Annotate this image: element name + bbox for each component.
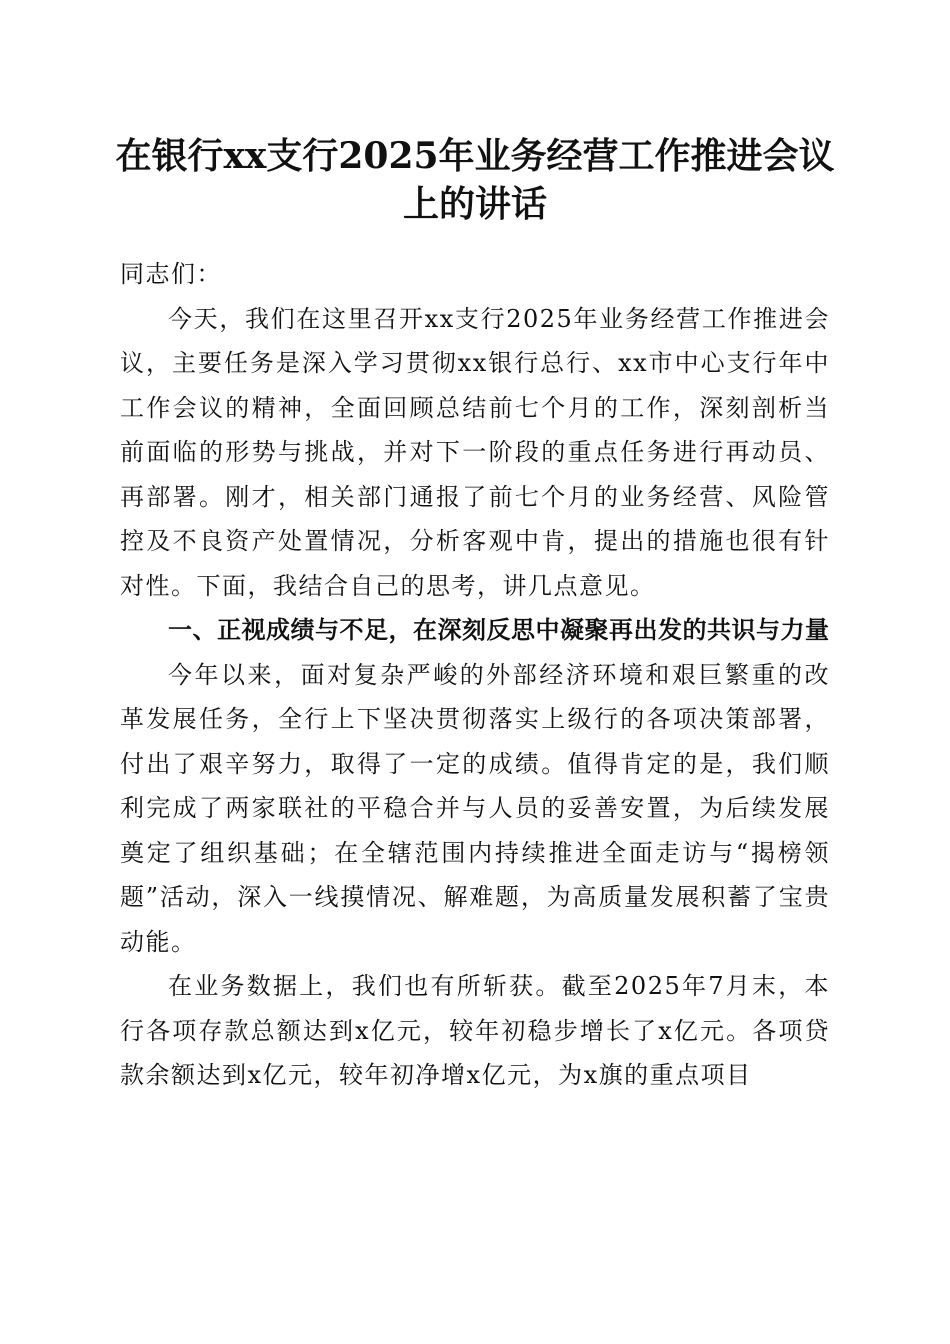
paragraph-intro: 今天，我们在这里召开xx支行2025年业务经营工作推进会议，主要任务是深入学习贯彻xx银行总行、xx市中心支行年中工作会议的精神，全面回顾总结前七个月的工作，深刻剖析当前面临的形势与挑战，并对下一阶段的重点任务进行再动员、再部署。刚才，相关部门通报了前七个月的业务经营、风险管控及不良资产处置情况，分析客观中肯，提出的措施也很有针对性。下面，我结合自己的思考，讲几点意见。 [120,304,830,600]
paragraph-achievements: 今年以来，面对复杂严峻的外部经济环境和艰巨繁重的改革发展任务，全行上下坚决贯彻落实上级行的各项决策部署，付出了艰辛努力，取得了一定的成绩。值得肯定的是，我们顺利完成了两家联社的平稳合并与人员的妥善安置，为后续发展奠定了组织基础；在全辖范围内持续推进全面走访与“揭榜领题”活动，深入一线摸情况、解难题，为高质量发展积蓄了宝贵动能。 [120,660,830,956]
section-heading-1: 一、正视成绩与不足，在深刻反思中凝聚再出发的共识与力量 [168,616,830,644]
salutation: 同志们： [120,260,222,288]
paragraph-business-data: 在业务数据上，我们也有所斩获。截至2025年7月末，本行各项存款总额达到x亿元，较年初稳步增长了x亿元。各项贷款余额达到x亿元，较年初净增x亿元，为x旗的重点项目 [120,972,830,1089]
document-title: 在银行xx支行2025年业务经营工作推进会议上的讲话 [115,135,835,225]
document-body [120,252,830,1098]
